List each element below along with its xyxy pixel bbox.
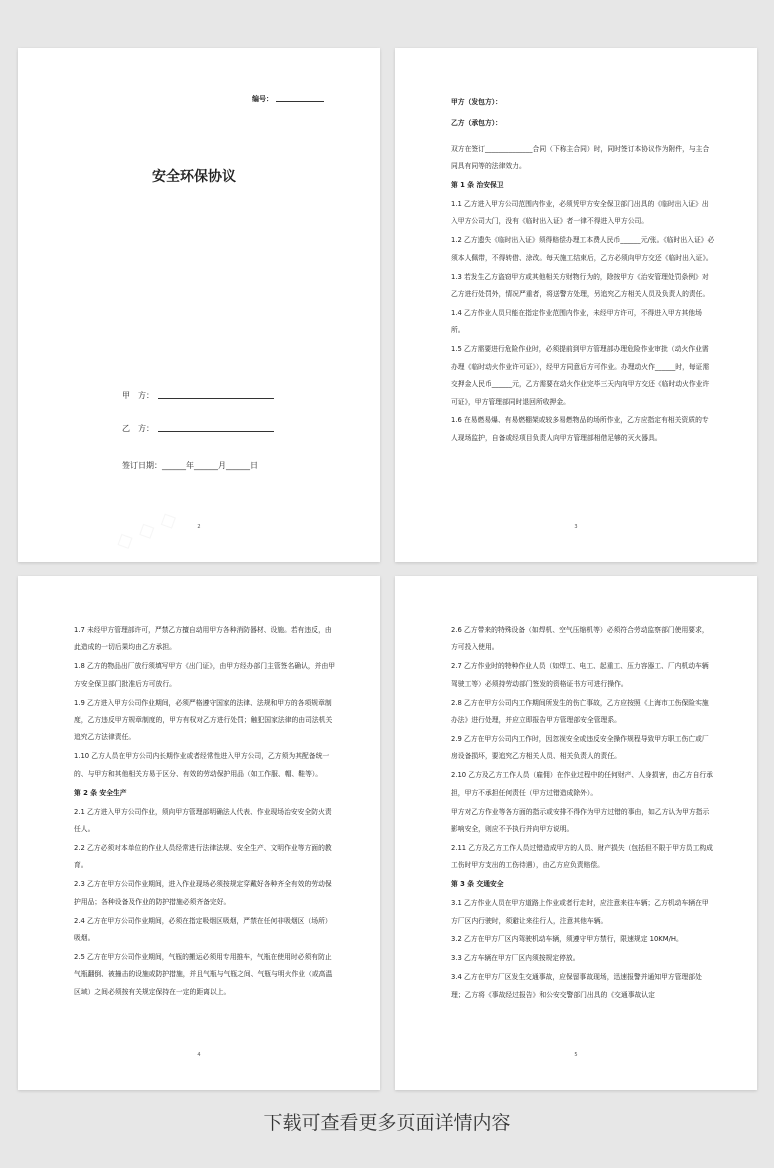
paragraph: 1.9 乙方进入甲方公司作业期间，必须严格遵守国家的法律、法规和甲方的各项规章制度，乙方违反甲方规章制度的，甲方有权对乙方进行处罚；触犯国家法律的由司法机关追究乙方法律责任。 [74, 698, 333, 742]
paragraph: 1.4 乙方作业人员只能在指定作业范围内作业，未经甲方许可，不得进入甲方其他场所。 [451, 308, 702, 335]
paragraph: 1.8 乙方的物品出厂放行须填写甲方《出门证》，由甲方经办部门主管签名确认，并由甲方安全保卫部门批准后方可放行。 [74, 662, 336, 688]
paragraph: 2.4 乙方在甲方公司作业期间，必须在指定吸烟区吸烟，严禁在任何非吸烟区（场所）吸烟。 [74, 916, 332, 942]
paragraph: 2.7 乙方作业时的特种作业人员（如焊工、电工、起重工、压力容器工、厂内机动车辆驾驶工等）必须持劳动部门签发的资格证书方可进行操作。 [451, 662, 709, 688]
party-b-blank [158, 431, 274, 432]
paragraph: 1.7 未经甲方管理部许可，严禁乙方擅自动用甲方各种消防器材、设施。若有违反，由此造成的一切后果均由乙方承担。 [74, 626, 332, 652]
paragraph: 甲方对乙方作业等各方面的指示或安排不得作为甲方过错的事由，如乙方认为甲方指示影响安全，则应不予执行并向甲方说明。 [451, 807, 710, 833]
serial-number-label: 编号： [252, 95, 273, 103]
paragraph: 3.3 乙方车辆在甲方厂区内须按规定停放。 [451, 954, 580, 963]
party-a-signature-row [122, 390, 274, 401]
paragraph: 2.2 乙方必须对本单位的作业人员经常进行法律法规、安全生产、文明作业等方面的教育。 [74, 843, 332, 870]
party-a-blank [158, 398, 274, 399]
party-a-line: 甲方（发包方）： [451, 98, 502, 106]
agreement-title: 安全环保协议 [152, 169, 236, 185]
paragraph: 1.3 若发生乙方盗窃甲方或其他相关方财物行为的，除按甲方《治安管理处罚条例》对乙方进行处罚外，情况严重者，将送警方处理，另追究乙方相关人员及负责人的责任。 [451, 272, 710, 299]
party-a-label: 甲 方： [122, 391, 154, 400]
serial-number-field [252, 94, 324, 104]
download-more-link[interactable]: 下载可查看更多页面详情内容 [263, 1112, 511, 1134]
paragraph: 2.3 乙方在甲方公司作业期间，进入作业现场必须按规定穿戴好各种齐全有效的劳动保护用品；各种设备及作业的防护措施必须齐备完好。 [74, 880, 332, 906]
page-number: 2 [197, 524, 201, 530]
page-number: 5 [574, 1052, 578, 1058]
watermark [112, 505, 181, 555]
paragraph: 1.6 在易燃易爆、有易燃棚架或较多易燃物品的场所作业，乙方应指定有相关资质的专人现场监护，自备或经项目负责人向甲方管理部相借足够的灭火器具。 [451, 416, 709, 442]
party-b-line: 乙方（承包方）： [451, 119, 502, 128]
paragraph: 2.11 乙方及乙方工作人员过错造成甲方的人员、财产损失（包括但不限于甲方员工构成工伤时甲方支出的工伤待遇），由乙方应负责赔偿。 [451, 843, 713, 870]
page-body [451, 94, 715, 449]
paragraph: 3.1 乙方作业人员在甲方道路上作业或者行走时，应注意来往车辆；乙方机动车辆在甲方厂区内行驶时，须避让来往行人，注意其他车辆。 [451, 899, 709, 925]
paragraph: 双方在签订______________合同（下称主合同）时，同时签订本协议作为附件，与主合同具有同等的法律效力。 [451, 144, 710, 171]
page-body [74, 622, 338, 1003]
page-body [451, 622, 715, 1006]
section-heading: 第 1 条 治安保卫 [451, 181, 504, 190]
section-heading: 第 3 条 交通安全 [451, 880, 504, 889]
serial-number-blank [276, 101, 324, 102]
page-number: 3 [574, 524, 578, 530]
paragraph: 3.4 乙方在甲方厂区发生交通事故，应保留事故现场，迅速报警并通知甲方管理部处理；乙方将《事故经过报告》和公安交警部门出具的《交通事故认定 [451, 973, 702, 999]
paragraph: 3.2 乙方在甲方厂区内驾驶机动车辆，须遵守甲方禁行，限速规定 10KM/H。 [451, 935, 683, 944]
document-page-3 [395, 48, 757, 562]
paragraph: 2.10 乙方及乙方工作人员（雇佣）在作业过程中的任何财产、人身损害，由乙方自行承担，甲方不承担任何责任（甲方过错造成除外）。 [451, 771, 713, 797]
party-b-signature-row [122, 423, 274, 434]
paragraph: 1.10 乙方人员在甲方公司内长期作业或者经常性进入甲方公司，乙方须为其配备统一的、与甲方和其他相关方易于区分、有效的劳动保护用品（如工作服、帽、鞋等）。 [74, 752, 330, 778]
section-heading: 第 2 条 安全生产 [74, 788, 127, 797]
paragraph: 2.6 乙方带来的特殊设备（如焊机、空气压缩机等）必须符合劳动监察部门使用要求，方可投入使用。 [451, 626, 709, 652]
paragraph: 1.2 乙方遗失《临时出入证》须得赔偿办理工本费人民币______元/张。《临时出入证》必须本人佩带，不得转借、涂改。每天施工结束后，乙方必须向甲方交还《临时出入证》。 [451, 236, 715, 262]
paragraph: 2.1 乙方进入甲方公司作业，须向甲方管理部明确法人代表、作业现场治安安全防火责任人。 [74, 807, 332, 833]
sign-date: 签订日期：______年______月______日 [122, 461, 258, 470]
document-page-4 [18, 576, 380, 1090]
paragraph: 2.8 乙方在甲方公司内工作期间所发生的伤亡事故，乙方应按照《上海市工伤保险实施办法》进行处理，并应立即报告甲方管理部安全管理系。 [451, 698, 709, 725]
document-page-cover [18, 48, 380, 562]
page-number: 4 [197, 1052, 201, 1058]
paragraph: 2.9 乙方在甲方公司内工作时，因忽视安全或违反安全操作规程导致甲方职工伤亡或厂房设备损坏，要追究乙方相关人员、相关负责人的责任。 [451, 734, 709, 761]
document-page-5 [395, 576, 757, 1090]
paragraph: 1.5 乙方需要进行危险作业时，必须提前到甲方管理部办理危险作业审批（动火作业需办理《临时动火作业许可证》），经甲方同意后方可作业。办理动火作______时，每证需交押金人民币______元，乙方需要在动火作业完毕三天内向甲方交还《临时动火作业许可证》，甲方管理部同时退回所收押金。 [451, 345, 710, 406]
party-b-label: 乙 方： [122, 424, 154, 433]
paragraph: 2.5 乙方在甲方公司作业期间，气瓶的搬运必须用专用推车，气瓶在使用时必须有防止气瓶翻倒、被撞击的设施或防护措施，并且气瓶与气瓶之间、气瓶与明火作业（或高温区域）之间必须按有关规定保持在一定的距离以上。 [74, 952, 333, 996]
paragraph: 1.1 乙方进入甲方公司范围内作业，必须凭甲方安全保卫部门出具的《临时出入证》出入甲方公司大门，没有《临时出入证》者一律不得进入甲方公司。 [451, 200, 709, 226]
